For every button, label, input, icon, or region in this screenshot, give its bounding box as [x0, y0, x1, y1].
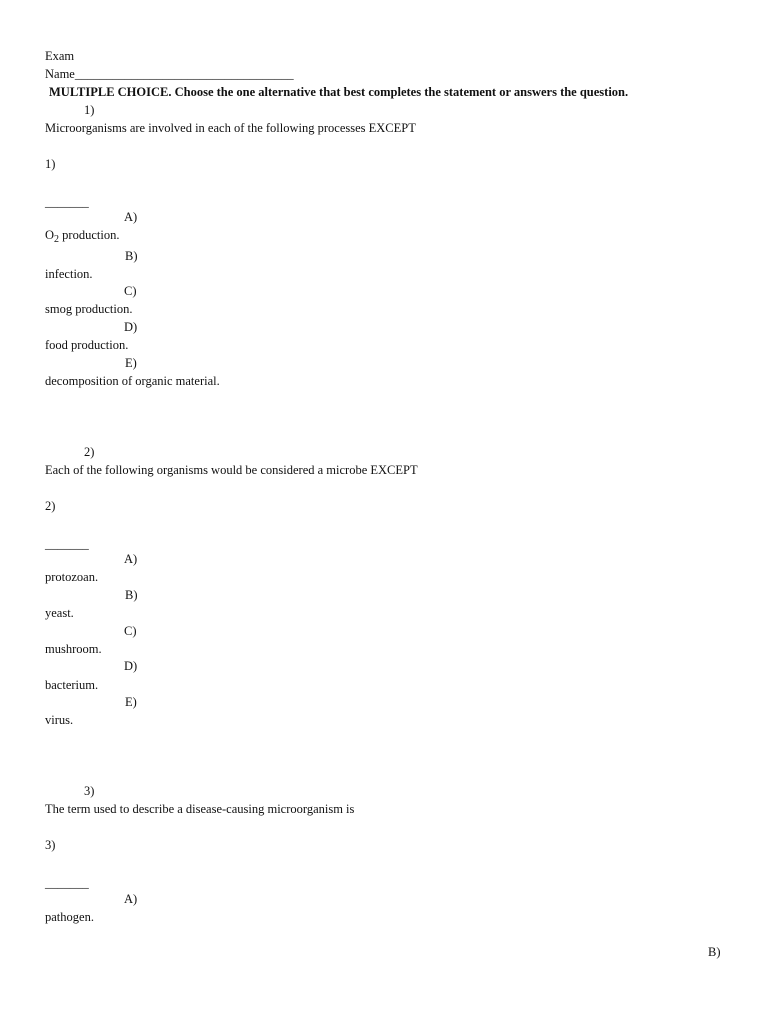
name-line	[45, 66, 294, 82]
option-letter: A)	[124, 210, 138, 224]
option-letter: B)	[125, 588, 138, 602]
answer-blank: _______	[45, 195, 89, 209]
option-text: infection.	[45, 267, 93, 281]
question-prompt: The term used to describe a disease-causing microorganism is	[45, 802, 355, 816]
option-text: decomposition of organic material.	[45, 374, 220, 388]
question-number: 2)	[84, 445, 95, 459]
option-letter: C)	[124, 284, 137, 298]
option-letter: E)	[125, 356, 137, 370]
name-label: Name	[45, 67, 75, 81]
answer-blank: _______	[45, 537, 89, 551]
option-text: smog production.	[45, 302, 133, 316]
option-text: food production.	[45, 338, 129, 352]
option-text: bacterium.	[45, 678, 99, 692]
question-number: 1)	[84, 103, 95, 117]
answer-number: 1)	[45, 157, 56, 171]
answer-number: 3)	[45, 838, 56, 852]
option-letter: B)	[125, 249, 138, 263]
name-blank: ___________________________________	[74, 67, 294, 81]
answer-number: 2)	[45, 499, 56, 513]
option-letter: E)	[125, 695, 137, 709]
question-number: 3)	[84, 784, 95, 798]
option-letter: D)	[124, 320, 138, 334]
exam-label: Exam	[45, 49, 75, 63]
option-letter: D)	[124, 659, 138, 673]
option-letter: A)	[124, 892, 138, 906]
option-text: protozoan.	[45, 570, 99, 584]
option-text: yeast.	[45, 606, 74, 620]
answer-blank: _______	[45, 876, 89, 890]
option-letter: A)	[124, 552, 138, 566]
option-letter: B)	[708, 945, 721, 959]
option-text: $O_2$ production.	[45, 228, 120, 245]
question-prompt: Each of the following organisms would be considered a microbe EXCEPT	[45, 463, 418, 477]
question-prompt: Microorganisms are involved in each of the following processes EXCEPT	[45, 121, 416, 135]
instructions: MULTIPLE CHOICE. Choose the one alternative that best completes the statement or answers the question.	[49, 85, 629, 99]
option-text: mushroom.	[45, 642, 102, 656]
option-text: virus.	[45, 713, 74, 727]
option-text: pathogen.	[45, 910, 94, 924]
option-letter: C)	[124, 624, 137, 638]
